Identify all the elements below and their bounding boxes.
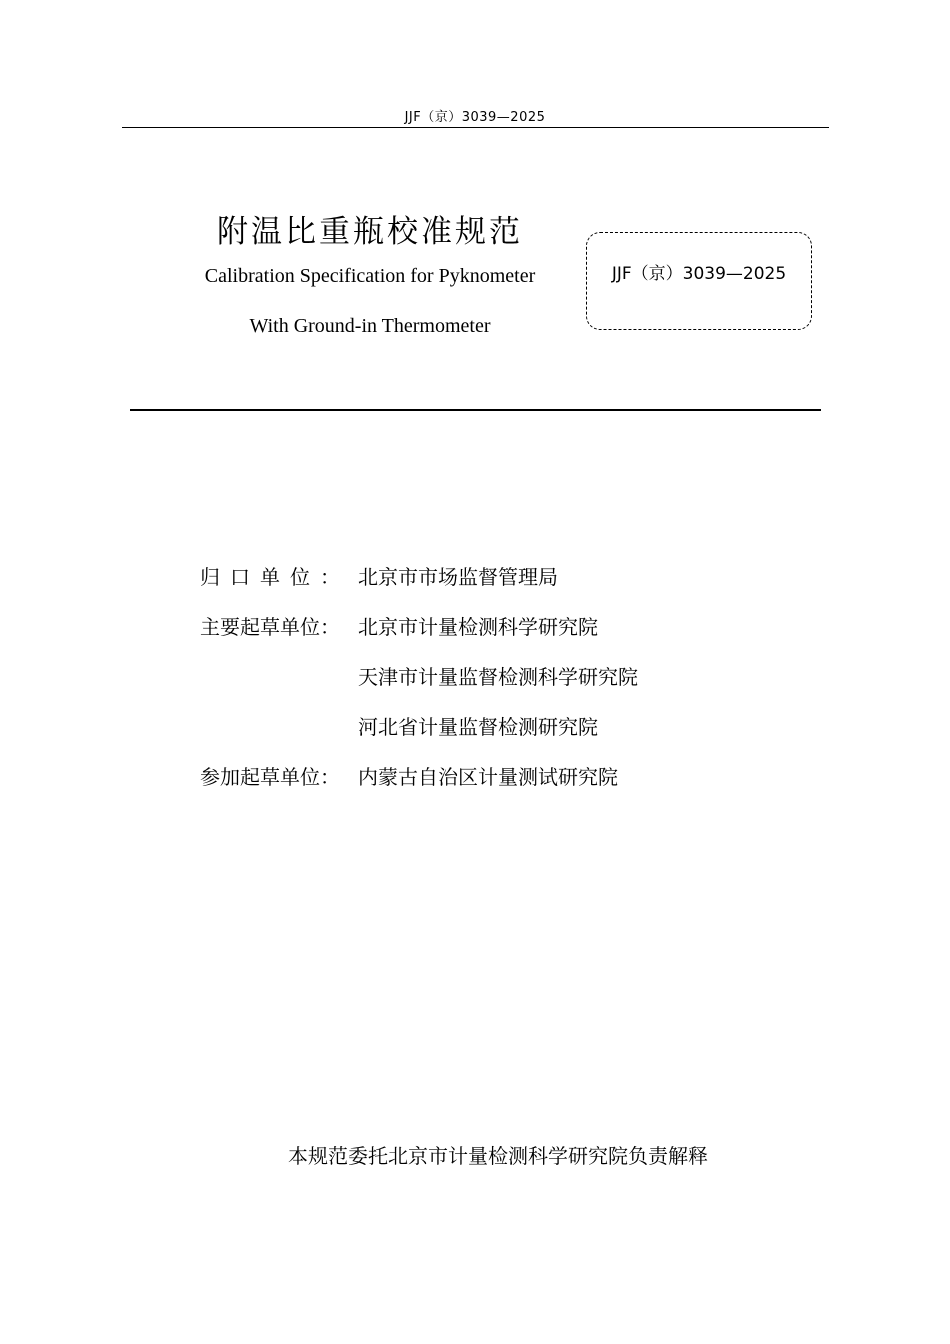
participating-unit-row — [200, 762, 618, 792]
main-drafting-unit-value-3: 河北省计量监督检测研究院 — [358, 715, 598, 739]
main-drafting-unit-label: 主要起草单位： — [200, 615, 340, 639]
centralized-unit-value: 北京市市场监督管理局 — [358, 565, 558, 589]
title-chinese: 附温比重瓶校准规范 — [217, 214, 523, 250]
header-divider — [122, 127, 829, 128]
participating-unit-label: 参加起草单位： — [200, 765, 340, 789]
standard-code-box — [586, 232, 812, 330]
centralized-unit-row — [200, 562, 558, 592]
main-drafting-unit-value-1: 北京市计量检测科学研究院 — [358, 615, 598, 639]
header-standard-code: JJF（京）3039—2025 — [404, 110, 546, 125]
main-drafting-unit-row-2 — [200, 662, 638, 692]
main-drafting-unit-value-2: 天津市计量监督检测科学研究院 — [358, 665, 638, 689]
main-drafting-unit-row — [200, 612, 598, 642]
title-english-line1: Calibration Specification for Pyknometer — [204, 265, 536, 287]
participating-unit-value: 内蒙古自治区计量测试研究院 — [358, 765, 618, 789]
title-english-line2: With Ground-in Thermometer — [249, 315, 491, 337]
centralized-unit-label: 归口单位： — [200, 565, 350, 589]
standard-code-box-text: JJF（京）3039—2025 — [611, 264, 787, 284]
main-drafting-unit-row-3 — [200, 712, 598, 742]
interpretation-note: 本规范委托北京市计量检测科学研究院负责解释 — [288, 1144, 708, 1168]
title-divider — [130, 409, 821, 411]
